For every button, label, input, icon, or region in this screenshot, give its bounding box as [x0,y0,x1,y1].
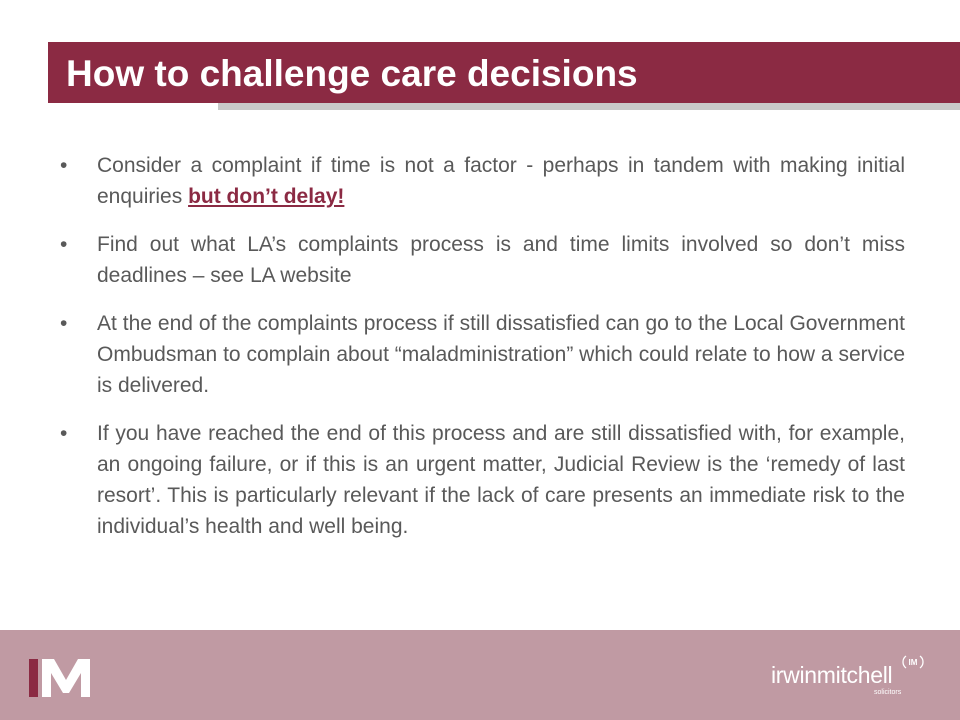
bullet-item [60,229,905,291]
slide-title: How to challenge care decisions [66,53,638,94]
bullet-icon: • [60,422,68,445]
bullet-text: Consider a complaint if time is not a factor - perhaps in tandem with making initial enquiries [97,154,905,208]
brand-badge-icon [902,654,924,670]
bullet-icon: • [60,233,68,256]
brand-subtitle: solicitors [874,689,902,696]
bullet-list [60,150,905,559]
title-shadow [218,103,960,110]
bullet-item [60,150,905,212]
bullet-icon: • [60,312,68,335]
brand-badge-text: IM [908,658,918,667]
footer-bar [0,630,960,720]
bullet-emphasis: but don’t delay! [188,185,345,208]
brand-name: irwinmitchell [771,662,893,688]
bullet-text: Find out what LA’s complaints process is and time limits involved so don’t miss deadlines – see LA website [97,233,905,287]
bullet-item [60,308,905,401]
bullet-icon: • [60,154,68,177]
title-bar [48,42,960,103]
bullet-text: If you have reached the end of this process and are still dissatisfied with, for example, an ongoing failure, or if this is an urgent matter, Judicial Review is the ‘remedy of last resort’. This is particularly relevant if the lack of care presents an immediate risk to the individual’s health and well being. [97,422,905,538]
bullet-item [60,418,905,542]
bullet-text: At the end of the complaints process if still dissatisfied can go to the Local Government Ombudsman to complain about “maladministration” which could relate to how a service is delivered. [97,312,905,397]
im-logo-icon [29,659,91,697]
